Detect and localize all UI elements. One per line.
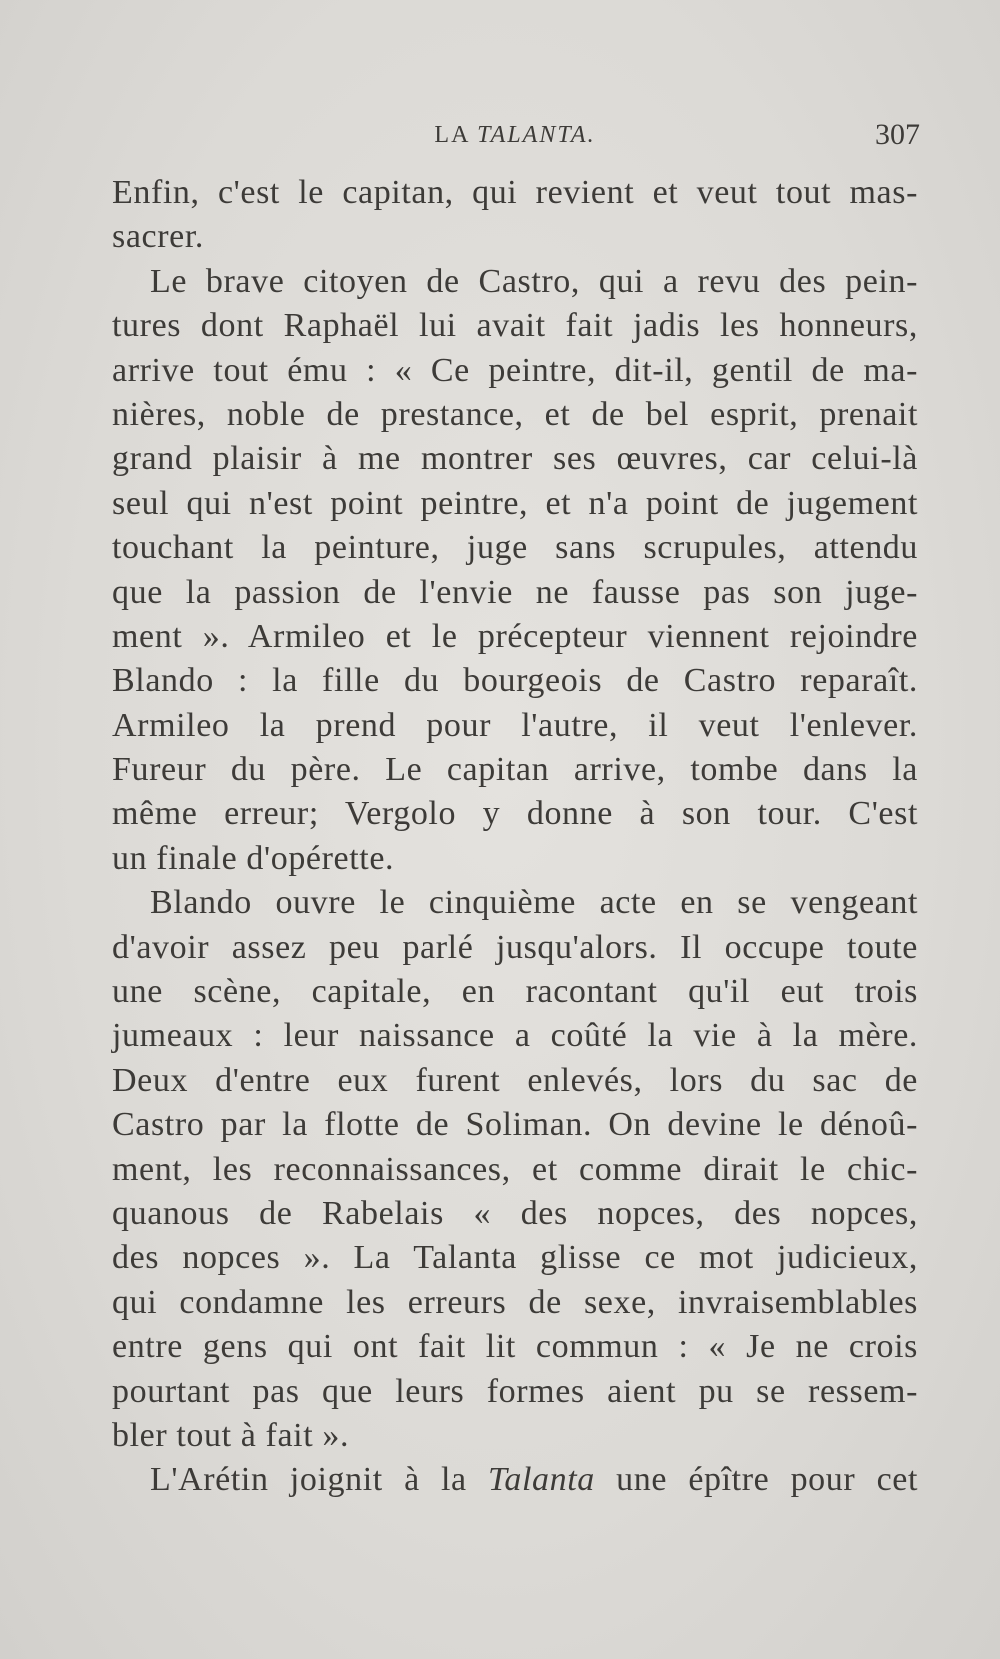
page-header (110, 118, 920, 154)
running-title-italic: TALANTA. (477, 122, 596, 148)
text-line: tures dont Raphaël lui avait fait jadis les honneurs, (112, 307, 918, 345)
text-line: pourtant pas que leurs formes aient pu se ressem- (112, 1372, 918, 1410)
text-line: que la passion de l'envie ne fausse pas son juge- (112, 573, 918, 611)
text-line: sacrer. (112, 218, 204, 256)
text-line: des nopces ». La Talanta glisse ce mot judicieux, (112, 1239, 918, 1277)
text-line: d'avoir assez peu parlé jusqu'alors. Il occupe toute (112, 928, 918, 966)
final-line-before: L'Arétin joignit à la (150, 1461, 489, 1499)
text-line: qui condamne les erreurs de sexe, invraisemblables (112, 1283, 918, 1321)
text-line: seul qui n'est point peintre, et n'a point de jugement (112, 484, 918, 522)
page-number: 307 (875, 118, 920, 151)
text-line: une scène, capitale, en racontant qu'il eut trois (112, 973, 918, 1011)
text-line: même erreur; Vergolo y donne à son tour. C'est (112, 795, 918, 833)
text-line: Enfin, c'est le capitan, qui revient et veut tout mas- (112, 174, 918, 211)
final-line-after: une épître pour cet (594, 1461, 918, 1499)
body-text (112, 171, 918, 1503)
text-line: jumeaux : leur naissance a coûté la vie à la mère. (112, 1017, 918, 1055)
text-line: touchant la peinture, juge sans scrupules, attendu (112, 529, 918, 567)
text-line: entre gens qui ont fait lit commun : « Je ne crois (112, 1328, 918, 1366)
text-line: Deux d'entre eux furent enlevés, lors du sac de (112, 1061, 918, 1099)
text-line: arrive tout ému : « Ce peintre, dit-il, gentil de ma- (112, 351, 918, 389)
final-line-italic-title: Talanta (488, 1461, 595, 1499)
running-title-prefix: LA (434, 122, 478, 148)
text-line: Castro par la flotte de Soliman. On devine le dénoû- (112, 1106, 918, 1144)
text-line: Fureur du père. Le capitan arrive, tombe dans la (112, 751, 918, 789)
running-title (110, 122, 920, 149)
text-line-final (112, 1458, 918, 1502)
text-line: bler tout à fait ». (112, 1416, 350, 1454)
text-line: Blando ouvre le cinquième acte en se vengeant (150, 884, 918, 922)
text-line: Le brave citoyen de Castro, qui a revu des pein- (150, 262, 918, 300)
text-line: ment ». Armileo et le précepteur viennent rejoindre (112, 617, 918, 655)
text-line: un finale d'opérette. (112, 839, 395, 877)
text-line: ment, les reconnaissances, et comme dirait le chic- (112, 1150, 918, 1188)
text-line: Blando : la fille du bourgeois de Castro reparaît. (112, 662, 918, 700)
text-line: quanous de Rabelais « des nopces, des nopces, (112, 1194, 918, 1232)
text-line: grand plaisir à me montrer ses œuvres, car celui-là (112, 440, 918, 478)
text-line: Armileo la prend pour l'autre, il veut l'enlever. (112, 706, 918, 744)
text-line: nières, noble de prestance, et de bel esprit, prenait (112, 395, 918, 433)
